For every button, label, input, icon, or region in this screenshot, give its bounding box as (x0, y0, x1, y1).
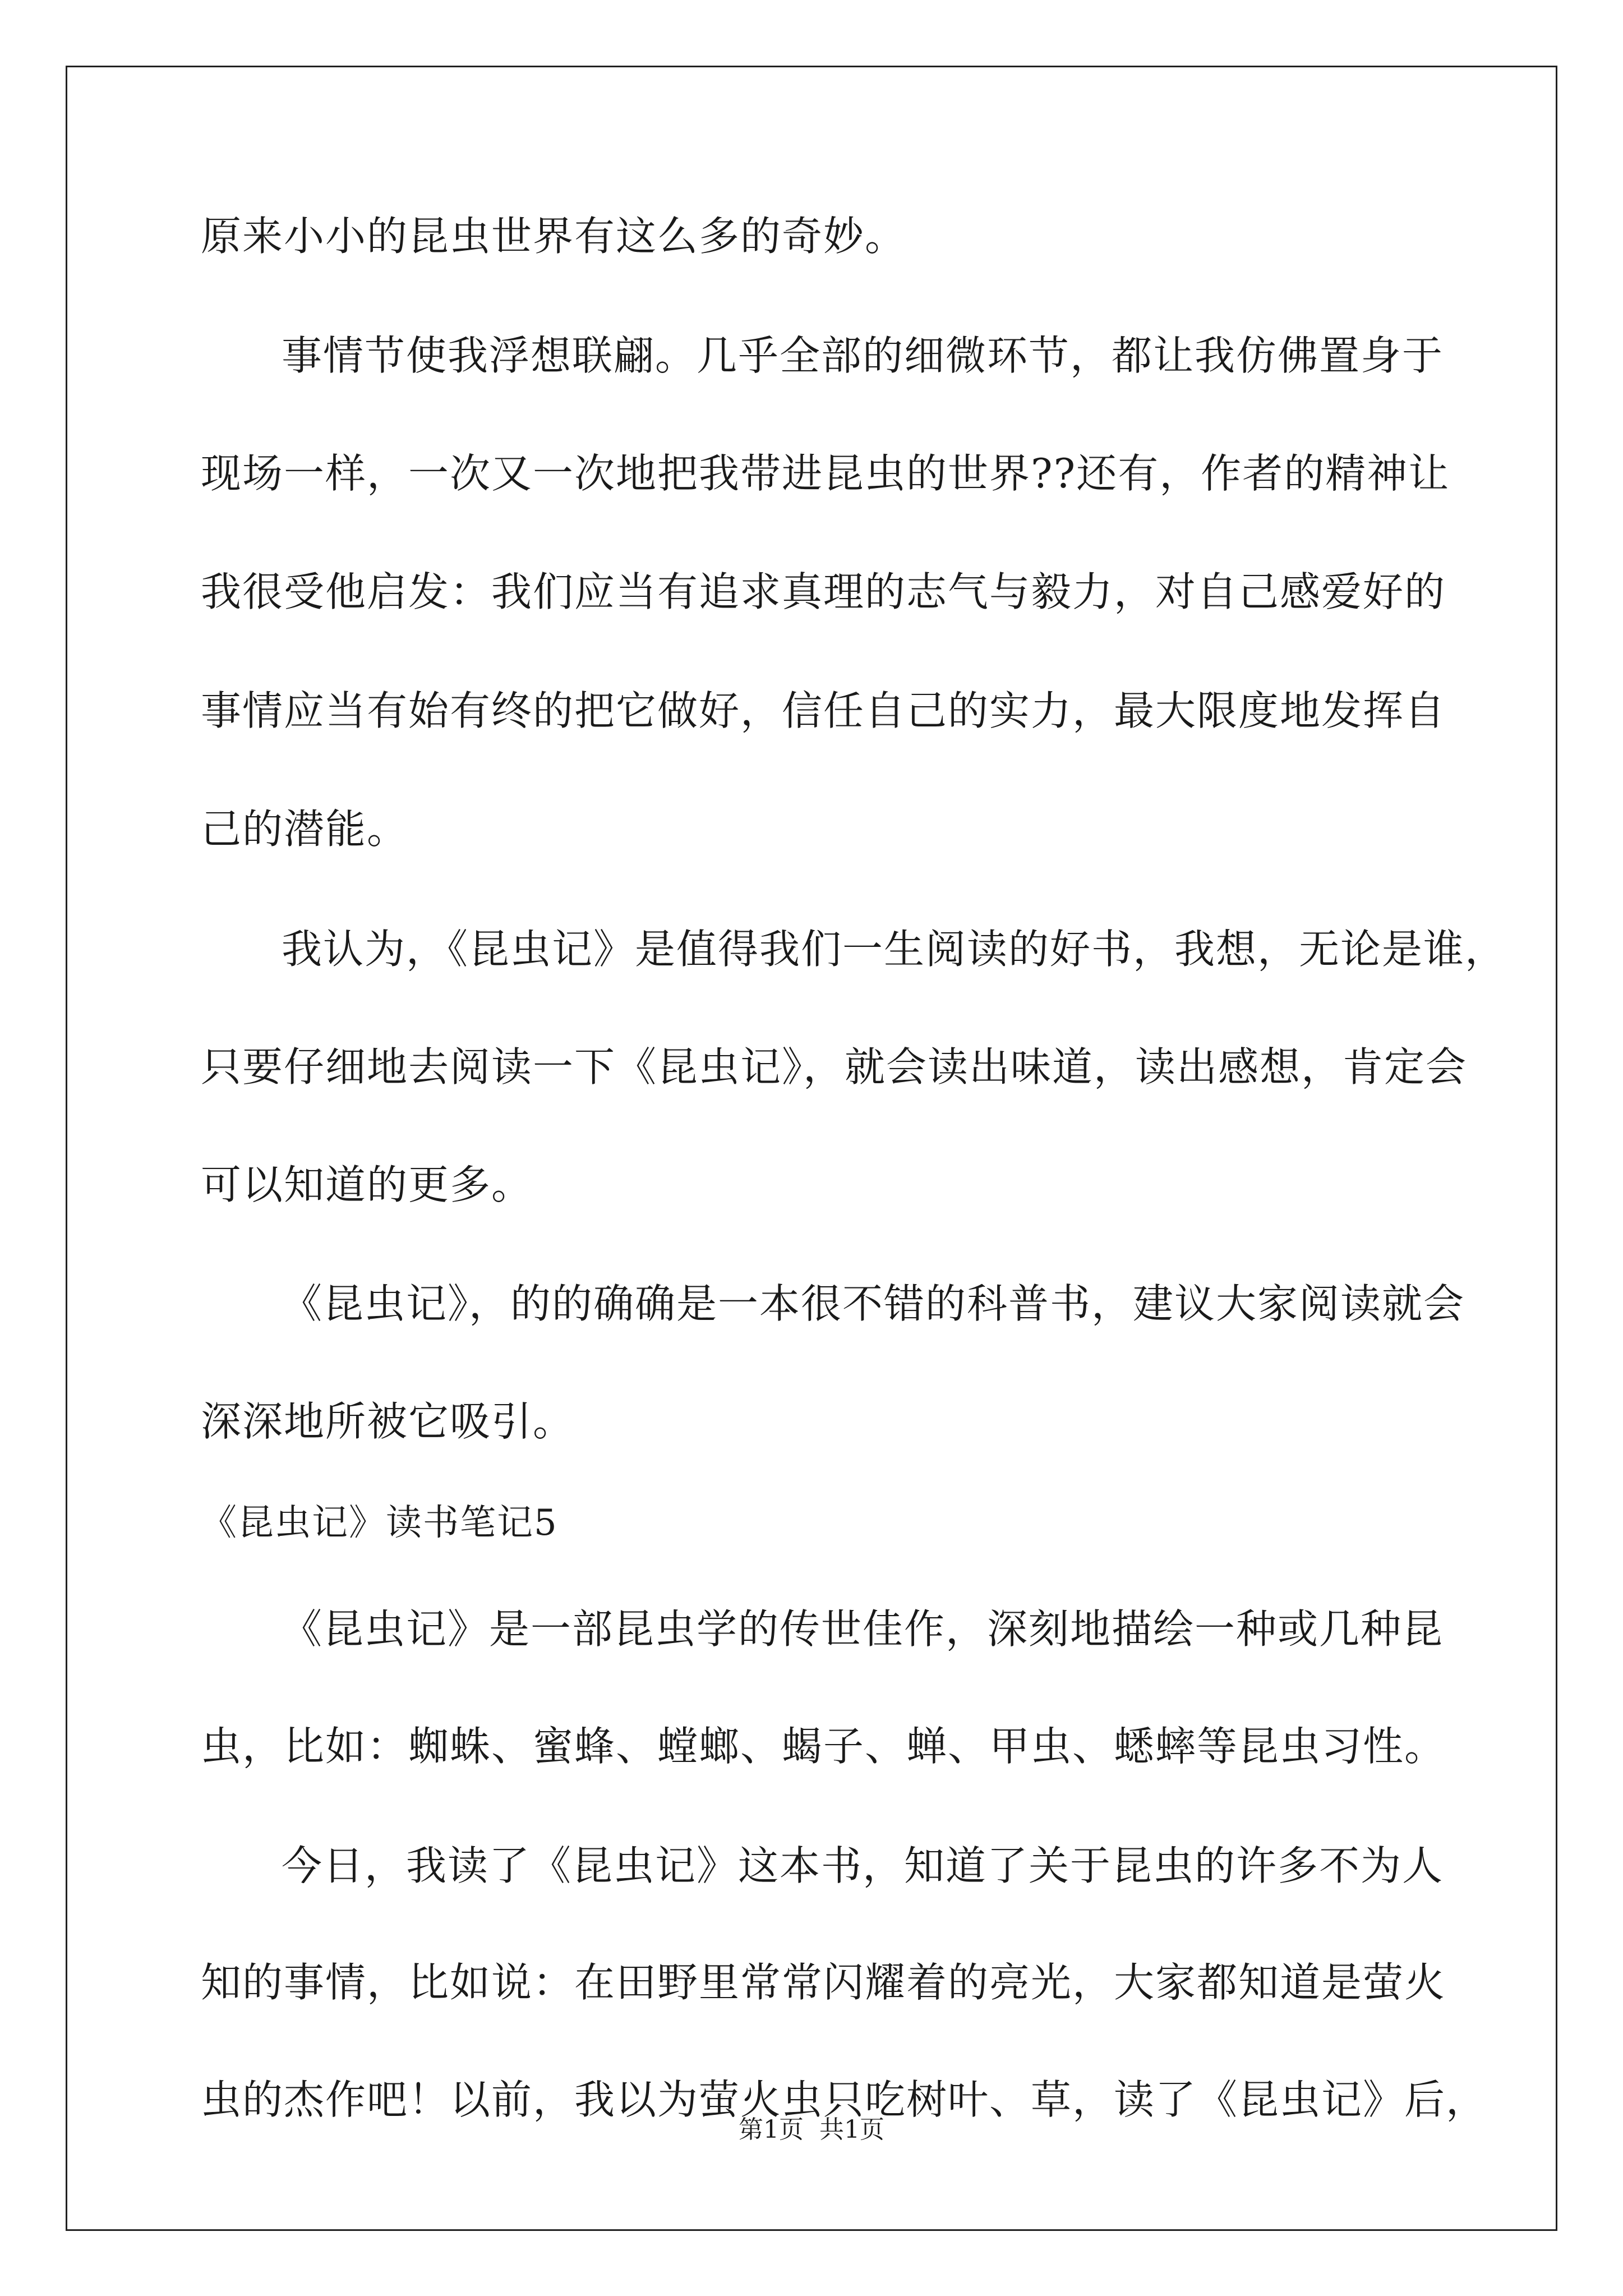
paragraph-line: 可以知道的更多。 (201, 1161, 533, 1208)
paragraph-line: 现场一样，一次又一次地把我带进昆虫的世界??还有，作者的精神让 (201, 450, 1450, 497)
paragraph-line: 事情节使我浮想联翩。几乎全部的细微环节，都让我仿佛置身于 (282, 332, 1444, 379)
paragraph-line: 深深地所被它吸引。 (201, 1398, 575, 1445)
paragraph-line: 虫的杰作吧！以前，我以为萤火虫只吃树叶、草，读了《昆虫记》后， (201, 2076, 1488, 2123)
page-footer: 第1页 共1页 (739, 2115, 884, 2144)
paragraph-line: 虫，比如：蜘蛛、蜜蜂、螳螂、蝎子、蝉、甲虫、蟋蟀等昆虫习性。 (201, 1723, 1446, 1770)
page-border (66, 66, 1557, 2231)
paragraph-line: 我认为，《昆虫记》是值得我们一生阅读的好书，我想，无论是谁， (282, 926, 1507, 973)
paragraph-line: 只要仔细地去阅读一下《昆虫记》，就会读出味道，读出感想，肯定会 (201, 1043, 1468, 1091)
paragraph-line: 己的潜能。 (201, 806, 409, 853)
paragraph-line: 我很受他启发：我们应当有追求真理的志气与毅力，对自己感爱好的 (201, 568, 1446, 615)
paragraph-line: 《昆虫记》，的的确确是一本很不错的科普书，建议大家阅读就会 (282, 1280, 1465, 1327)
section-heading: 《昆虫记》读书笔记5 (201, 1502, 558, 1544)
paragraph-line: 原来小小的昆虫世界有这么多的奇妙。 (201, 213, 907, 260)
paragraph-line: 《昆虫记》是一部昆虫学的传世佳作，深刻地描绘一种或几种昆 (282, 1605, 1444, 1653)
paragraph-line: 今日，我读了《昆虫记》这本书，知道了关于昆虫的许多不为人 (282, 1842, 1444, 1889)
paragraph-line: 知的事情，比如说：在田野里常常闪耀着的亮光，大家都知道是萤火 (201, 1959, 1446, 2006)
paragraph-line: 事情应当有始有终的把它做好，信任自己的实力，最大限度地发挥自 (201, 687, 1446, 734)
